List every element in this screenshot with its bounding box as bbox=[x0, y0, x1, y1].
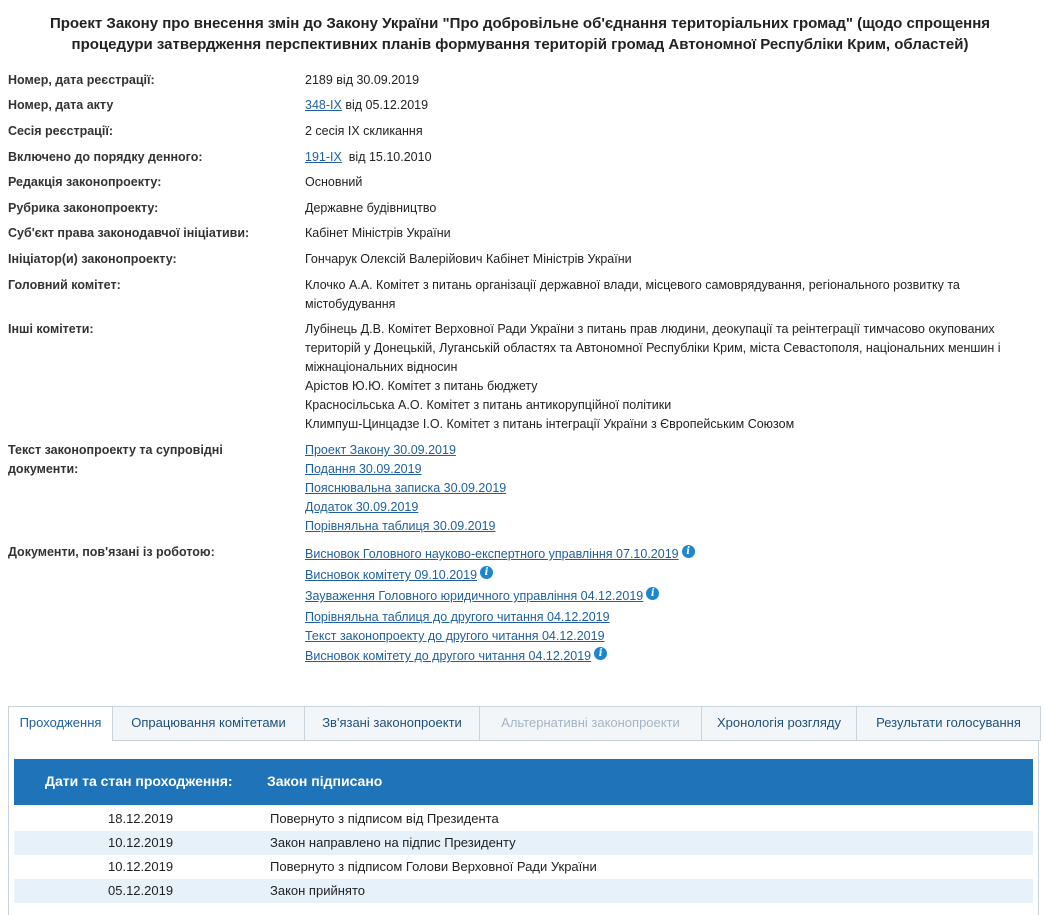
tab-passage[interactable]: Проходження bbox=[9, 707, 112, 741]
status-value: Закон підписано bbox=[267, 773, 383, 789]
history-row bbox=[14, 807, 1033, 831]
field-value bbox=[305, 96, 1045, 115]
related-doc-link[interactable]: Висновок комітету 09.10.2019 bbox=[305, 568, 478, 582]
field-value: 2 сесія IX скликання bbox=[305, 124, 423, 138]
field-value: 2189 від 30.09.2019 bbox=[305, 73, 420, 87]
history-date: 10.12.2019 bbox=[108, 859, 174, 874]
act-link[interactable]: 348-IX bbox=[305, 98, 342, 112]
agenda-link[interactable]: 191-IX bbox=[305, 150, 342, 164]
committee-item: Арістов Ю.Ю. Комітет з питань бюджету bbox=[305, 379, 538, 393]
history-text: Закон направлено на підпис Президенту bbox=[270, 835, 516, 850]
status-label: Дати та стан проходження: bbox=[45, 773, 233, 789]
field-label: Включено до порядку денного: bbox=[8, 150, 203, 164]
doc-link[interactable]: Пояснювальна записка 30.09.2019 bbox=[305, 481, 507, 495]
tab-bar bbox=[8, 706, 1041, 741]
info-icon[interactable]: i bbox=[594, 647, 607, 660]
tab-alternative-bills: Альтернативні законопроекти bbox=[479, 707, 701, 741]
tab-chronology[interactable]: Хронологія розгляду bbox=[701, 707, 856, 741]
tab-voting-results[interactable]: Результати голосування bbox=[856, 707, 1040, 741]
field-value bbox=[305, 441, 1045, 536]
field-value bbox=[305, 148, 1045, 167]
info-icon[interactable]: i bbox=[682, 545, 695, 558]
field-value: Гончарук Олексій Валерійович Кабінет Міністрів України bbox=[305, 252, 632, 266]
history-date: 10.12.2019 bbox=[108, 835, 174, 850]
history-text: Закон прийнято bbox=[270, 883, 365, 898]
field-value bbox=[305, 545, 1045, 666]
status-header bbox=[14, 759, 1033, 805]
info-icon[interactable]: i bbox=[480, 566, 493, 579]
field-label: Сесія реєстрації: bbox=[8, 124, 113, 138]
field-label: Рубрика законопроекту: bbox=[8, 201, 159, 215]
related-doc-link[interactable]: Текст законопроекту до другого читання 04.12.2019 bbox=[305, 629, 605, 643]
act-date: від 05.12.2019 bbox=[341, 98, 429, 112]
field-label: Номер, дата акту bbox=[8, 98, 114, 112]
history-row bbox=[14, 831, 1033, 855]
field-value: Кабінет Міністрів України bbox=[305, 226, 451, 240]
history-text: Повернуто з підписом від Президента bbox=[270, 811, 499, 826]
field-label: Документи, пов'язані із роботою: bbox=[8, 545, 215, 559]
tab-committees[interactable]: Опрацювання комітетами bbox=[112, 707, 304, 741]
doc-link[interactable]: Порівняльна таблиця 30.09.2019 bbox=[305, 519, 496, 533]
agenda-date: від 15.10.2010 bbox=[341, 150, 432, 164]
doc-link[interactable]: Подання 30.09.2019 bbox=[305, 462, 422, 476]
field-label: Текст законопроекту та супровідні документи: bbox=[8, 443, 223, 476]
committee-item: Климпуш-Цинцадзе І.О. Комітет з питань інтеграції України з Європейським Союзом bbox=[305, 417, 795, 431]
committee-item: Лубінець Д.В. Комітет Верховної Ради України з питань прав людини, деокупації та реінтеграції тимчасово окупованих територій у Донецькій, Луганській областях та Автономної Республіки Крим, міста Севастополя, національних меншин і міжнаціональних відносин bbox=[305, 322, 1001, 374]
history-row bbox=[14, 855, 1033, 879]
history-row bbox=[14, 879, 1033, 903]
committee-item: Красносільська А.О. Комітет з питань антикорупційної політики bbox=[305, 398, 672, 412]
field-label: Номер, дата реєстрації: bbox=[8, 73, 155, 87]
field-label: Ініціатор(и) законопроекту: bbox=[8, 252, 177, 266]
page-title: Проект Закону про внесення змін до Закону України "Про добровільне об'єднання територіальних громад" (щодо спрощення процедури затвердження перспективних планів формування територій громад Автономної Республіки Крим, областей) bbox=[49, 15, 991, 53]
tab-related-bills[interactable]: Зв'язані законопроекти bbox=[304, 707, 479, 741]
doc-link[interactable]: Проект Закону 30.09.2019 bbox=[305, 443, 456, 457]
history-date: 18.12.2019 bbox=[108, 811, 174, 826]
field-label: Інші комітети: bbox=[8, 322, 94, 336]
related-doc-link[interactable]: Зауваження Головного юридичного управління 04.12.2019 bbox=[305, 589, 644, 603]
info-icon[interactable]: i bbox=[646, 587, 659, 600]
history-date: 05.12.2019 bbox=[108, 883, 174, 898]
field-value bbox=[305, 320, 1043, 434]
related-doc-link[interactable]: Висновок комітету до другого читання 04.12.2019 bbox=[305, 649, 592, 663]
history-text: Повернуто з підписом Голови Верховної Ради України bbox=[270, 859, 597, 874]
field-value: Основний bbox=[305, 175, 363, 189]
history-table bbox=[14, 807, 1033, 903]
related-doc-link[interactable]: Висновок Головного науково-експертного управління 07.10.2019 bbox=[305, 547, 679, 561]
related-doc-link[interactable]: Порівняльна таблиця до другого читання 04.12.2019 bbox=[305, 610, 610, 624]
field-value: Клочко А.А. Комітет з питань організації державної влади, місцевого самоврядування, регіонального розвитку та містобудування bbox=[305, 278, 960, 311]
field-value: Державне будівництво bbox=[305, 201, 437, 215]
field-label: Редакція законопроекту: bbox=[8, 175, 162, 189]
doc-link[interactable]: Додаток 30.09.2019 bbox=[305, 500, 419, 514]
field-label: Суб'єкт права законодавчої ініціативи: bbox=[8, 226, 250, 240]
field-label: Головний комітет: bbox=[8, 278, 121, 292]
